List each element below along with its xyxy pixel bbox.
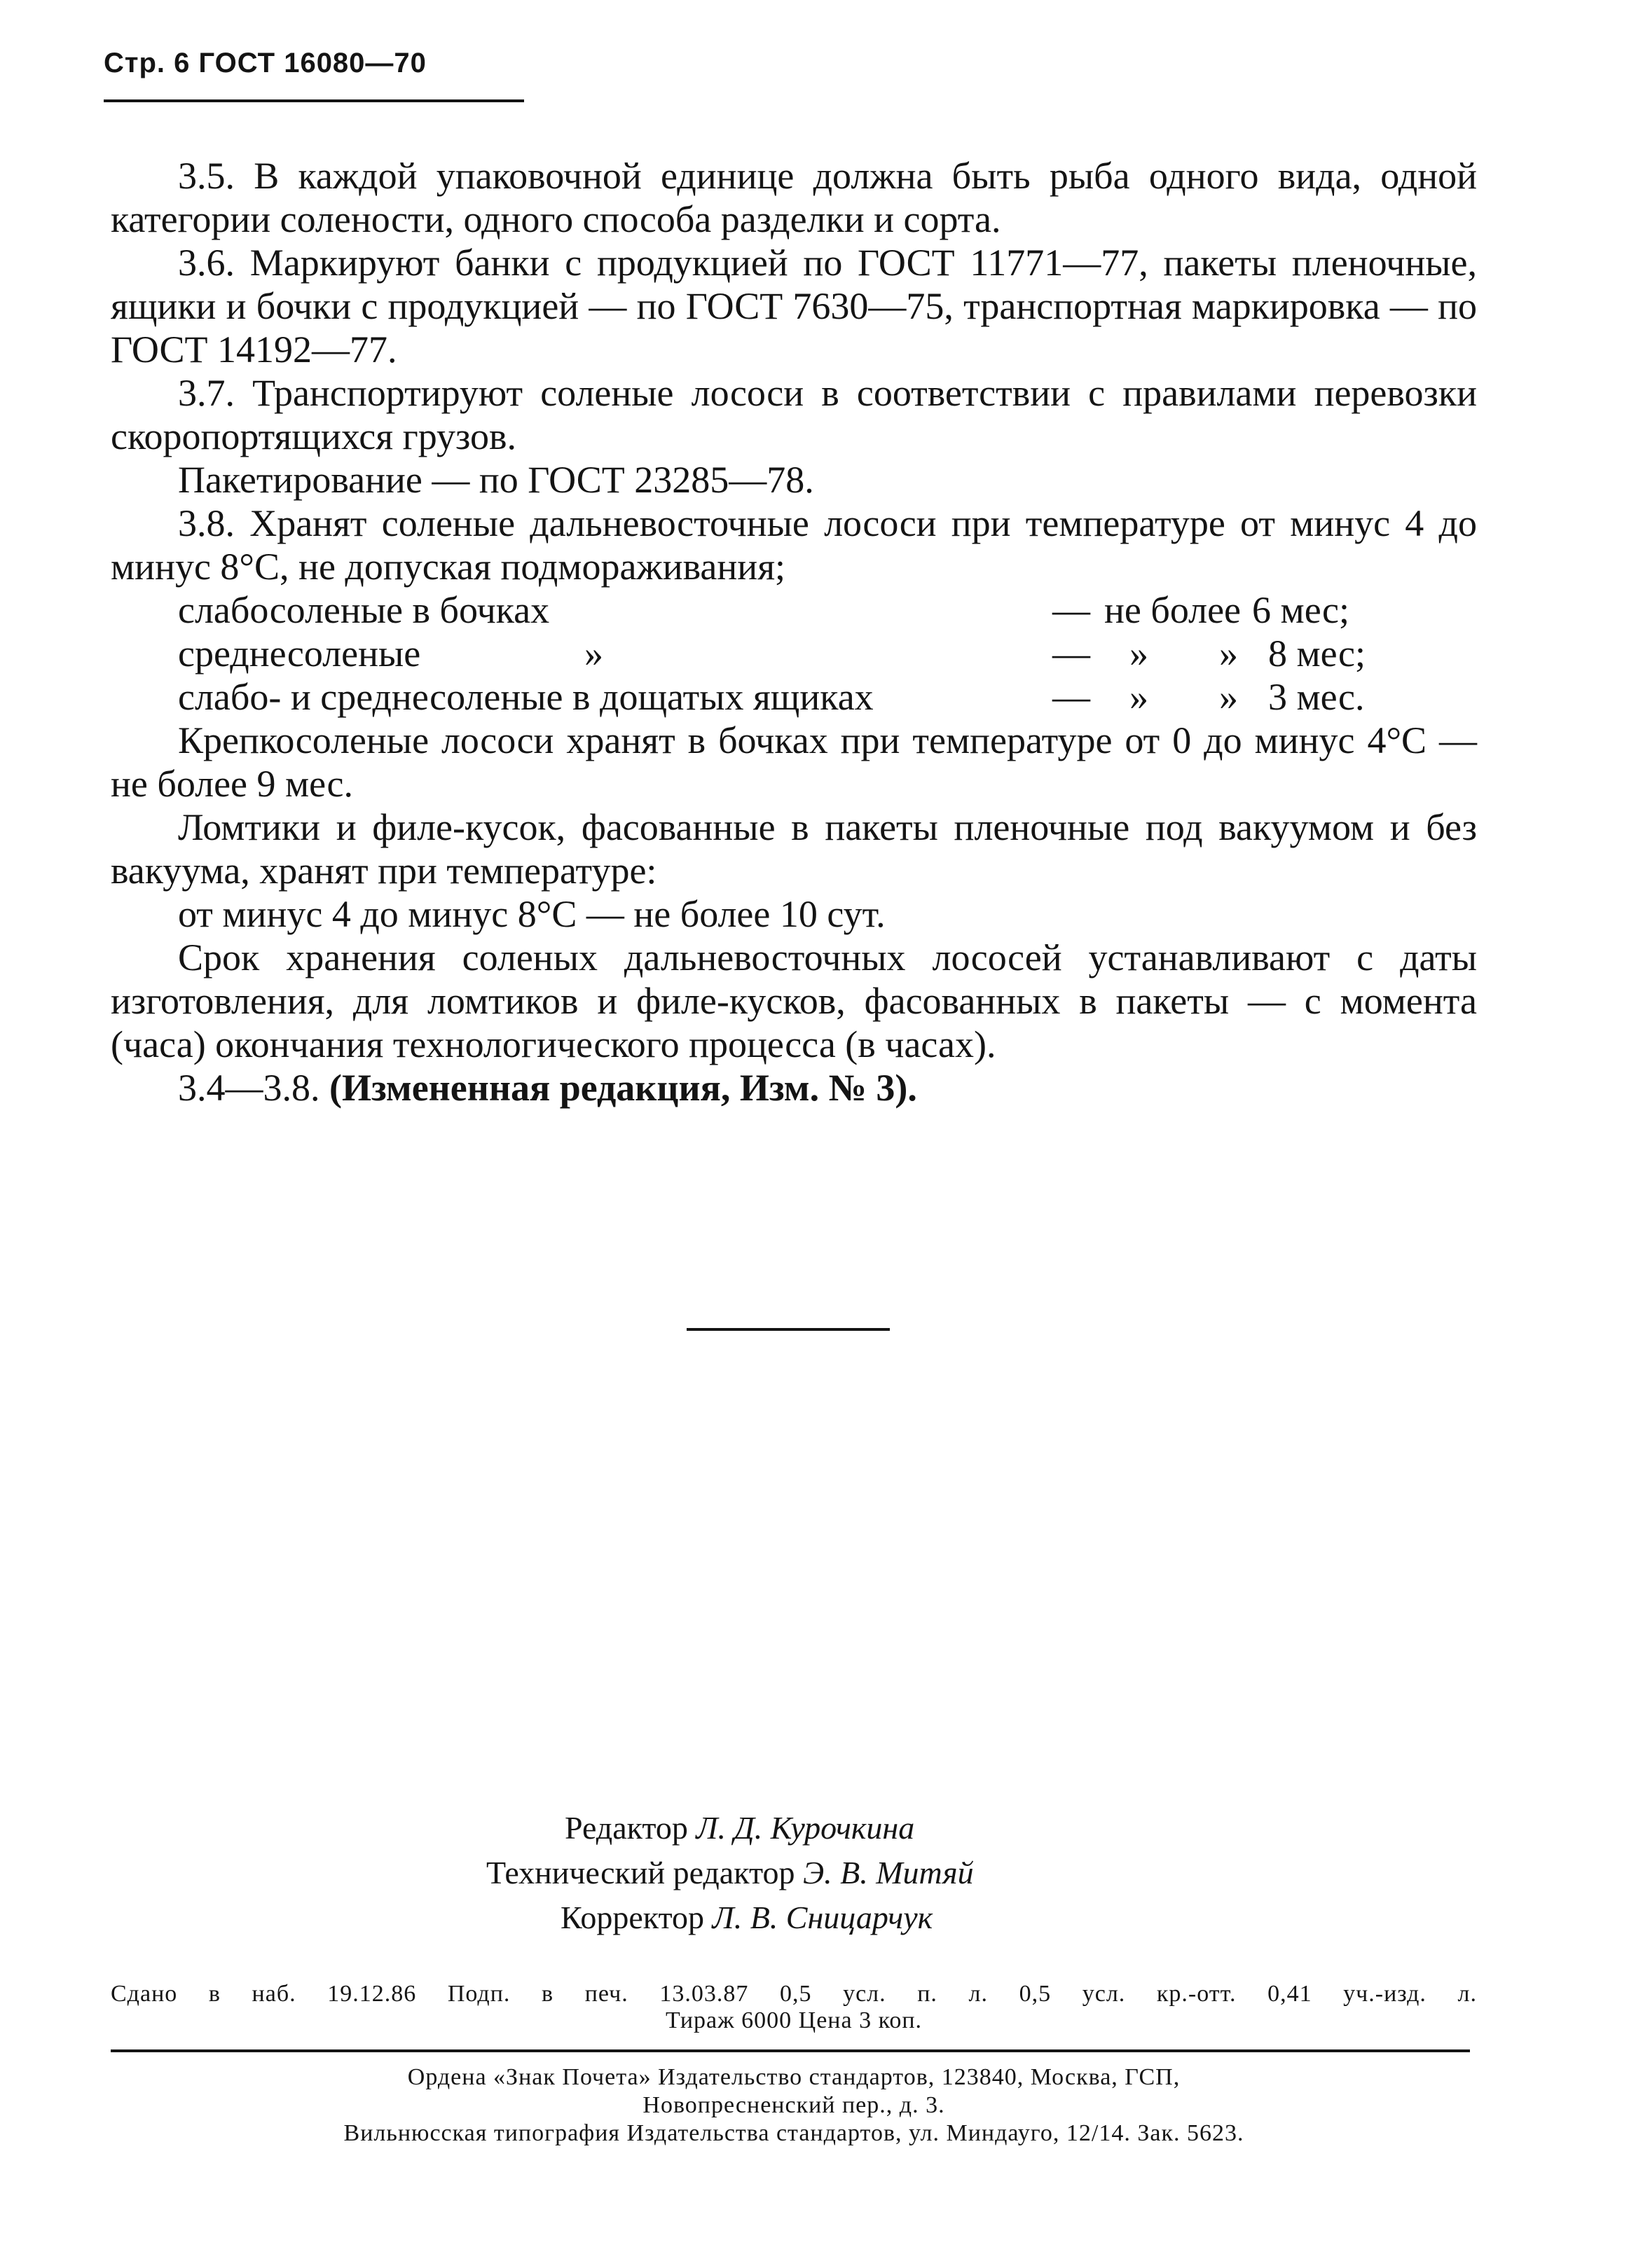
storage-product: слабо- и среднесоленые в дощатых ящиках [178, 676, 874, 718]
paragraph-3-5: 3.5. В каждой упаковочной единице должна быть рыба одного вида, одной категории солености, одного способа разделки и сорта. [111, 155, 1477, 240]
imprint-line: Тираж 6000 Цена 3 коп. [665, 2007, 923, 2033]
editor-label: Редактор [565, 1810, 688, 1846]
storage-ditto: » [1219, 632, 1238, 675]
paragraph-3-6: 3.6. Маркируют банки с продукцией по ГОСТ 11771—77, пакеты пленочные, ящики и бочки с продукцией — по ГОСТ 7630—75, транспортная маркировка — по ГОСТ 14192—77. [111, 242, 1477, 371]
storage-ditto: » [1219, 676, 1238, 718]
header-rule [104, 99, 524, 102]
proofreader-credit [561, 1895, 933, 1940]
paragraph-shelf-life: Срок хранения соленых дальневосточных лососей устанавливают с даты изготовления, для ломтиков и филе-кусков, фасованных в пакеты — с момента (часа) окончания технологического процесса (в часах). [111, 936, 1477, 1065]
amendment-number: 3.4—3.8. [178, 1067, 320, 1109]
tech-editor-name: Э. В. Митяй [802, 1855, 974, 1890]
storage-dash: — [1052, 589, 1090, 631]
tech-editor-label: Технический редактор [486, 1855, 795, 1890]
publisher-block [111, 2063, 1477, 2148]
paragraph-3-7: 3.7. Транспортируют соленые лососи в соответствии с правилами перевозки скоропортящихся грузов. [111, 372, 1477, 457]
storage-term: 3 мес. [1268, 676, 1365, 718]
storage-term: 8 мес; [1268, 632, 1366, 675]
imprint-rule [111, 2049, 1470, 2052]
storage-dash: — [1052, 632, 1090, 675]
storage-ditto: » [1129, 632, 1148, 675]
storage-product: среднесоленые [178, 632, 421, 675]
tech-editor-credit [486, 1851, 974, 1895]
paragraph-slices-temperature: от минус 4 до минус 8°С — не более 10 сут. [178, 893, 886, 935]
publisher-line: Новопресненский пер., д. 3. [642, 2092, 945, 2118]
storage-row [111, 588, 1477, 632]
storage-ditto: » [584, 632, 603, 675]
storage-dash: — [1052, 676, 1090, 718]
paragraph-amendment [111, 1066, 1477, 1109]
paragraph-slices: Ломтики и филе-кусок, фасованные в пакеты пленочные под вакуумом и без вакуума, хранят при температуре: [111, 806, 1477, 892]
storage-row [111, 675, 1477, 719]
storage-term: 6 мес; [1252, 589, 1349, 631]
publisher-line: Вильнюсская типография Издательства стандартов, ул. Миндауго, 12/14. Зак. 5623. [343, 2120, 1244, 2146]
page-header: Стр. 6 ГОСТ 16080—70 [104, 48, 427, 78]
amendment-text: (Измененная редакция, Изм. № 3). [329, 1067, 917, 1109]
section-divider [687, 1328, 890, 1331]
document-body [111, 154, 1477, 1109]
storage-ditto: » [1129, 676, 1148, 718]
editor-credit [565, 1806, 914, 1851]
storage-row [111, 632, 1477, 675]
paragraph-3-8: 3.8. Хранят соленые дальневосточные лососи при температуре от минус 4 до минус 8°С, не допуская подмораживания; [111, 502, 1477, 588]
imprint-line: Сдано в наб. 19.12.86 Подп. в печ. 13.03.87 0,5 усл. п. л. 0,5 усл. кр.-отт. 0,41 уч.-изд. л. [111, 1981, 1477, 2007]
proofreader-label: Корректор [561, 1900, 705, 1935]
storage-product: слабосоленые в бочках [178, 589, 550, 631]
paragraph-strong-salted: Крепкосоленые лососи хранят в бочках при температуре от 0 до минус 4°С — не более 9 мес. [111, 719, 1477, 805]
editor-name: Л. Д. Курочкина [696, 1810, 915, 1846]
publisher-line: Ордена «Знак Почета» Издательство стандартов, 123840, Москва, ГСП, [407, 2064, 1181, 2090]
paragraph-packaging: Пакетирование — по ГОСТ 23285—78. [178, 459, 814, 501]
imprint-block [111, 1981, 1477, 2034]
storage-ditto: не более [1104, 589, 1242, 631]
proofreader-name: Л. В. Сницарчук [712, 1900, 933, 1935]
